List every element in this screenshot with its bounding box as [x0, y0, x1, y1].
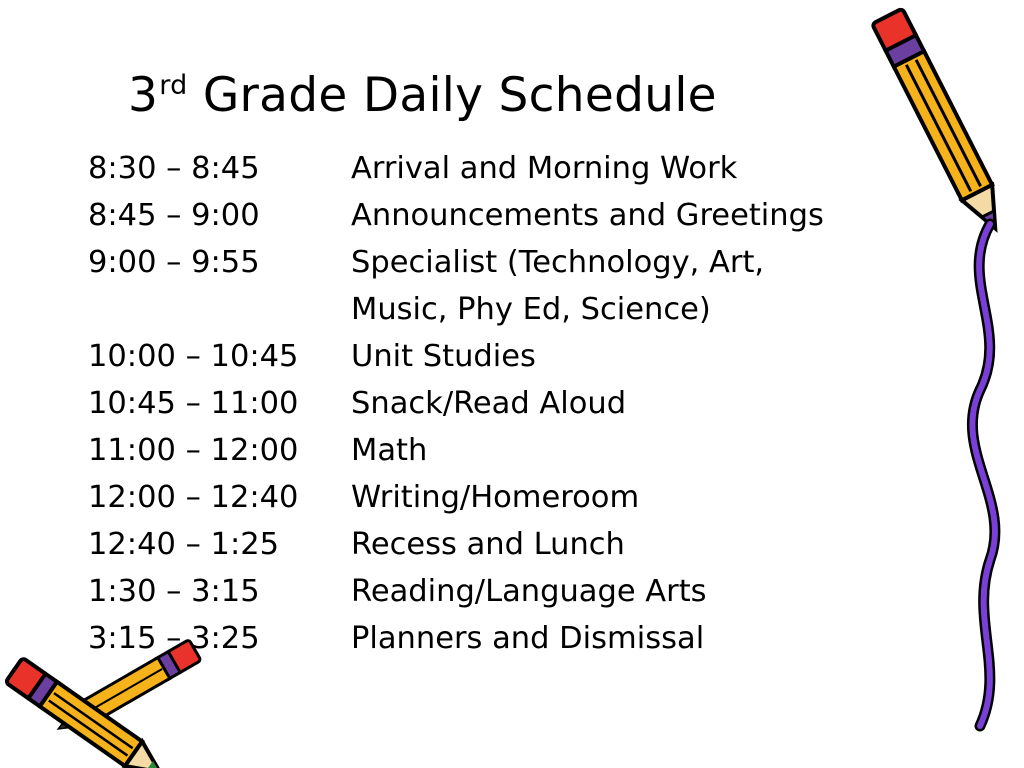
schedule-time: 9:00 – 9:55 [88, 245, 260, 280]
schedule-time: 8:30 – 8:45 [88, 151, 260, 186]
schedule-time: 11:00 – 12:00 [88, 433, 299, 468]
schedule-time: 10:00 – 10:45 [88, 339, 299, 374]
schedule-activity-continuation: Music, Phy Ed, Science) [351, 292, 711, 327]
schedule-activity: Announcements and Greetings [351, 198, 824, 233]
purple-squiggle-line [950, 220, 1024, 730]
schedule-activity: Snack/Read Aloud [351, 386, 627, 421]
schedule-time: 12:00 – 12:40 [88, 480, 299, 515]
schedule-activity: Specialist (Technology, Art, [351, 245, 765, 280]
schedule-time: 8:45 – 9:00 [88, 198, 260, 233]
title-number: 3 [128, 68, 159, 123]
pencil-clipart-icon [855, 0, 1024, 250]
schedule-activity: Arrival and Morning Work [351, 151, 738, 186]
schedule-time: 3:15 – 3:25 [88, 621, 260, 656]
slide-title [128, 68, 717, 123]
title-text: Grade Daily Schedule [187, 68, 717, 123]
schedule-time: 12:40 – 1:25 [88, 527, 280, 562]
schedule-activity: Math [351, 433, 428, 468]
schedule-activity: Reading/Language Arts [351, 574, 707, 609]
schedule-time: 1:30 – 3:15 [88, 574, 260, 609]
title-ordinal-suffix: rd [159, 70, 188, 101]
schedule-activity: Recess and Lunch [351, 527, 625, 562]
schedule-activity: Planners and Dismissal [351, 621, 705, 656]
schedule-activity-wrapped [351, 239, 764, 333]
schedule-activity: Writing/Homeroom [351, 480, 640, 515]
schedule-time: 10:45 – 11:00 [88, 386, 299, 421]
schedule-activity: Unit Studies [351, 339, 536, 374]
